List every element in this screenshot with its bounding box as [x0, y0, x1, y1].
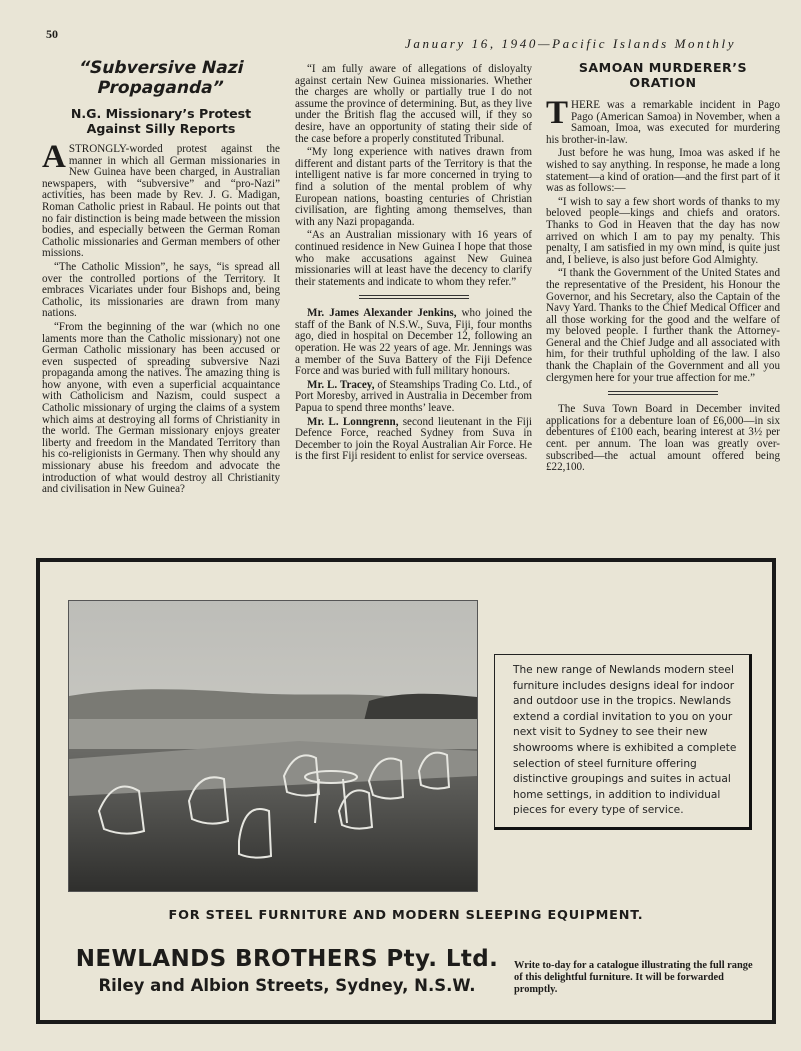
- article-paragraph: Just before he was hung, Imoa was asked if he wished to say anything. In response, he made a long statement—a kind of oration—and the first part of it was as follows:—: [546, 147, 780, 195]
- article-paragraph: “My long experience with natives drawn from different and distant parts of the Territory is that the intelligent native is far more concerned in trying to find a solution of the mental problem of why European nations, boasting centuries of Christian civilisation, are fighting among themselves, than with any Nazi propaganda.: [295, 146, 532, 228]
- drop-cap: T: [546, 95, 569, 131]
- personal-note: Mr. James Alexander Jenkins, who joined the staff of the Bank of N.S.W., Suva, Fiji, four months ago, died in hospital on December 12, following an operation. He was 22 years of age. Mr. Jennings was a member of the Suva Battery of the Fiji Defence Force and was buried with full military honours.: [295, 307, 532, 378]
- article-paragraph: “I am fully aware of allegations of disloyalty against certain New Guinea missionaries. Whether the charges are wholly or partially true I do not assume the province of determining. But, as they live under the British flag the accused will, if they so desire, have an opportunity of stating their side of the case before a properly constituted Tribunal.: [295, 63, 532, 145]
- divider: [608, 391, 718, 395]
- drop-cap: A: [42, 139, 66, 175]
- terrace-image: [69, 601, 477, 891]
- advert-address: Riley and Albion Streets, Sydney, N.S.W.: [98, 976, 476, 995]
- personal-note: Mr. L. Lonngrenn, second lieutenant in the Fiji Defence Force, reached Sydney from Suva in December to join the Royal Australian Air Force. He is the first Fiji resident to enlist for service overseas.: [295, 415, 532, 463]
- furniture-photo: [68, 600, 478, 892]
- divider: [359, 295, 469, 299]
- page-number: 50: [46, 27, 58, 41]
- article-paragraph: “As an Australian missionary with 16 years of continued residence in New Guinea I hope that those who make accusations against New Guinea missionaries will at least have the decency to clarify their statements and indicate to whom they refer.”: [295, 229, 532, 288]
- advertisement: [36, 558, 776, 1024]
- advert-company-name: NEWLANDS BROTHERS Pty. Ltd.: [75, 946, 499, 972]
- article-paragraph: The Suva Town Board in December invited applications for a debenture loan of £6,000—in six debentures of £100 each, bearing interest at 3½ per cent. per annum. The loan was greatly over-subscribed—the actual amount offered being £22,100.: [546, 403, 780, 474]
- advert-copy: The new range of Newlands modern steel furniture includes designs ideal for indoor and outdoor use in the tropics. Newlands extend a cordial invitation to you on your next visit to Sydney to see their new showrooms where is exhibited a complete selection of steel furniture offering distinctive groupings and suites in actual home settings, in addition to individual pieces for every type of service.: [494, 654, 752, 830]
- article-paragraph: THERE was a remarkable incident in Pago Pago (American Samoa) in November, when a Samoan, Imoa, was executed for murdering his brother-in-law.: [546, 95, 780, 146]
- personal-note: Mr. L. Tracey, of Steamships Trading Co. Ltd., of Port Moresby, arrived in Australia in December from Papua to spend three months’ leave.: [295, 378, 532, 415]
- running-head: January 16, 1940—Pacific Islands Monthly: [405, 36, 737, 51]
- column-1: [42, 58, 280, 498]
- article-headline: “Subversive Nazi Propaganda”: [78, 58, 244, 98]
- column-2: [295, 64, 532, 465]
- article-paragraph: “The Catholic Mission”, he says, “is spread all over the controlled portions of the Territory. It embraces Vicariates under four Bishops and, being Catholic, its missionaries are drawn from many nations.: [42, 260, 280, 320]
- article-paragraph: “I wish to say a few short words of thanks to my beloved people—kings and chiefs and orators. Thanks to God in Heaven that the day has now arrived on which I am to pay my penalty. This penalty, I am satisfied in my own mind, is quite just and, I believe, is also just before God Almighty.: [546, 195, 780, 266]
- advert-tagline: FOR STEEL FURNITURE AND MODERN SLEEPING EQUIPMENT.: [168, 908, 644, 923]
- article-headline: SAMOAN MURDERER’S ORATION: [578, 60, 748, 90]
- article-subhead: N.G. Missionary’s Protest Against Silly Reports: [70, 106, 252, 136]
- advert-write-note: Write to-day for a catalogue illustrating the full range of this delightful furniture. It will be forwarded promptly.: [514, 960, 753, 995]
- column-3: [546, 58, 780, 476]
- article-paragraph: ASTRONGLY-worded protest against the manner in which all German missionaries in New Guinea have been charged, in Australian newspapers, with “subversive” and “pro-Nazi” activities, has been made by Rev. J. G. Madigan, Roman Catholic priest in Rabaul. He points out that no fair distinction is being made between the mission bodies, and especially between the German Roman Catholic missionaries and German members of other missions.: [42, 139, 280, 260]
- article-paragraph: “I thank the Government of the United States and the representative of the President, his Honour the Governor, and his Secretary, also the Captain of the Navy Yard. Thanks to the Chief Medical Officer and all those working for the good and the welfare of my beloved people. I further thank the Attorney-General and the Chief Judge and all associated with him, for their truthful upholding of the law. I also thank the Chaplain of the Government and all you clergymen here for your true affection for me.”: [546, 267, 780, 384]
- article-paragraph: “From the beginning of the war (which no one laments more than the Catholic missionary) not one German Catholic missionary has been accused or even suspected of spreading subversive Nazi propaganda among the natives. The amazing thing is how anyone, with even a superficial acquaintance with Catholicism and Nazism, could suspect a Catholic missionary of urging the claims of a system which aims at destroying all forms of Christianity in the world. The German missionary enjoys greater liberty and freedom in the Mandated Territory than his co-religionists in Germany. Then why should any missionary abuse his freedom and advocate the introduction of what would destroy all Christianity and civilisation in New Guinea?: [42, 320, 280, 496]
